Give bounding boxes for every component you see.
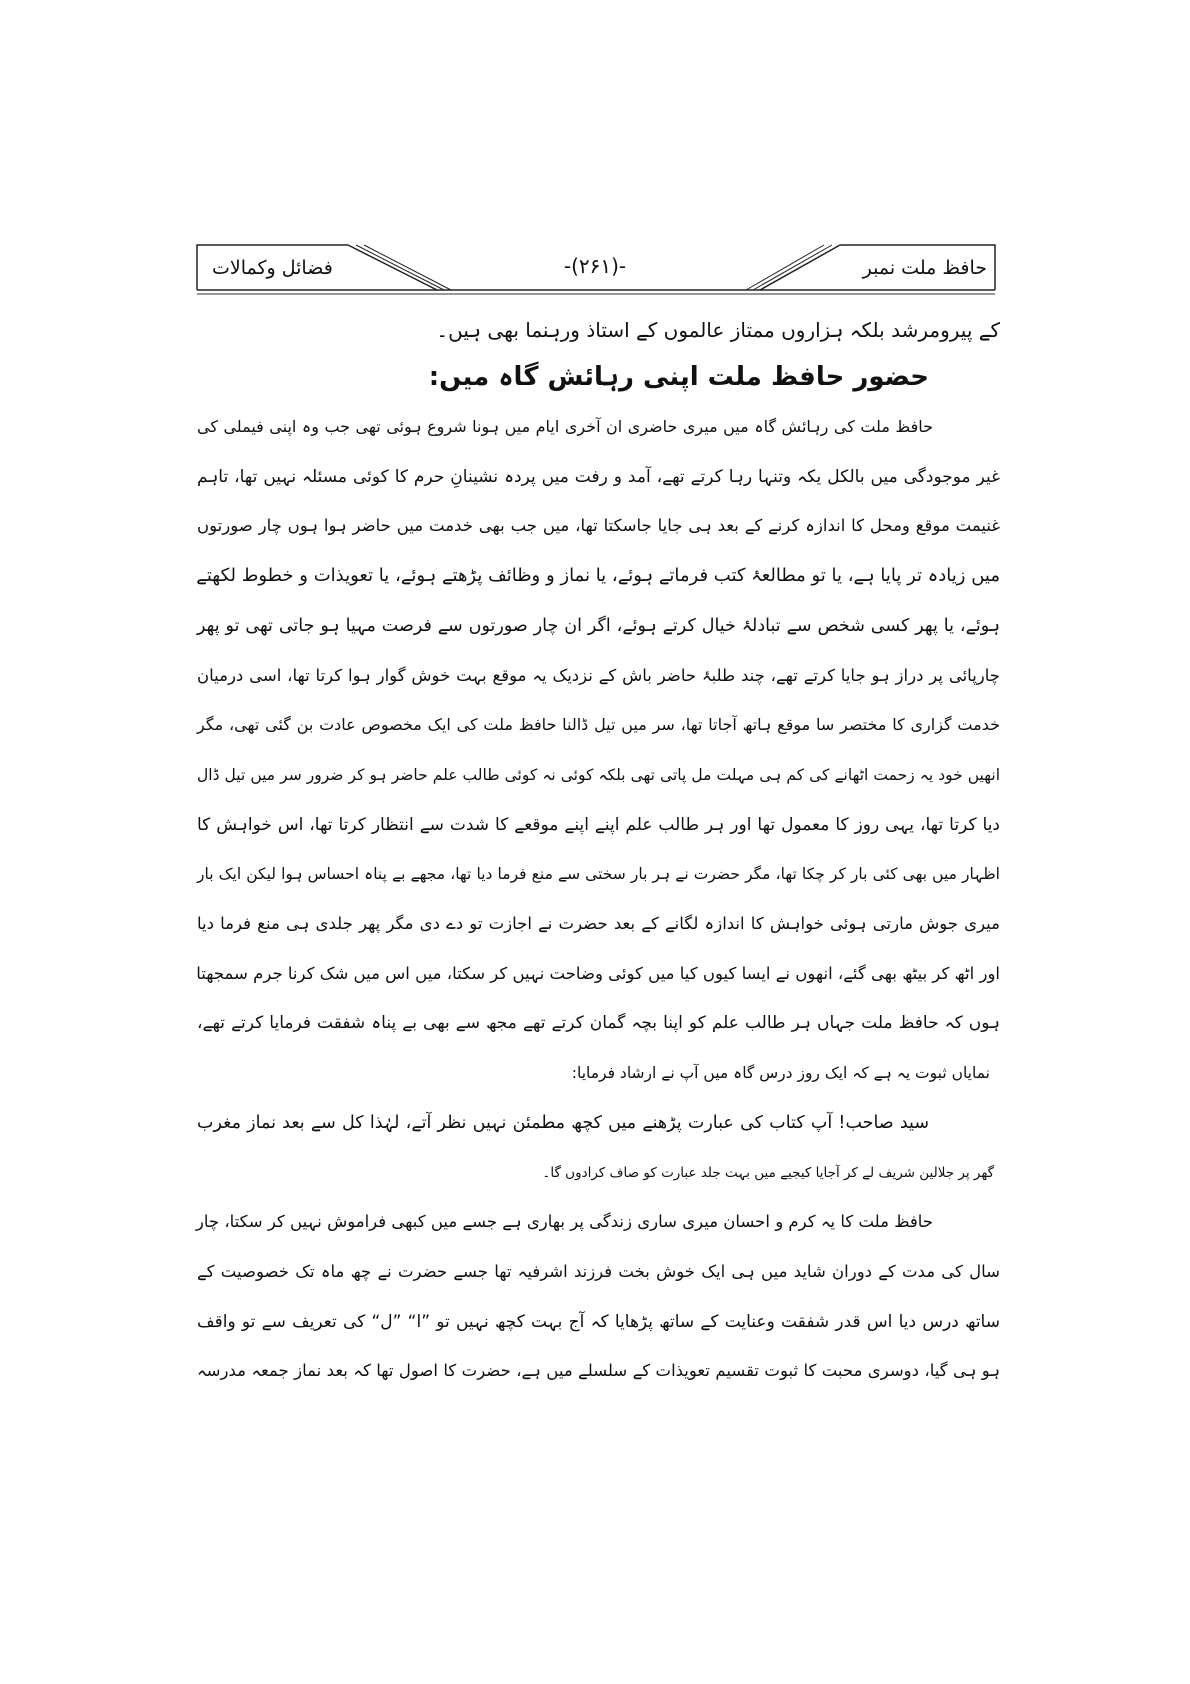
text-line: ہوئے، یا پھر کسی شخص سے تبادلۂ خیال کرتے ہوئے، اگر ان چار صورتوں سے فرصت مہیا ہو جاتی تھی تو پھر: [197, 615, 1000, 636]
text-line: چارپائی پر دراز ہو جایا کرتے تھے، چند طلبۂ حاضر باش کے نزدیک یہ موقع بہت خوش گوار ہوا کرتا تھا، اسی درمیان: [197, 665, 1000, 685]
opening-line: کے پیرومرشد بلکہ ہزاروں ممتاز عالموں کے استاذ ورہنما بھی ہیں۔: [436, 318, 1000, 342]
text-line: گھر پر جلالین شریف لے کر آجایا کیجیے میں بہت جلد عبارت کو صاف کرادوں گا۔: [542, 1164, 994, 1181]
text-line: انھیں خود یہ زحمت اٹھانے کی کم ہی مہلت مل پاتی تھی بلکہ کوئی نہ کوئی طالب علم حاضر ہو کر ضرور سر میں تیل ڈال: [197, 765, 1000, 784]
header-section-title: فضائل وکمالات: [212, 257, 333, 279]
header-book-title: حافظ ملت نمبر: [862, 257, 987, 279]
text-line: غیر موجودگی میں بالکل یکہ وتنہا رہا کرتے تھے، آمد و رفت میں پردہ نشینانِ حرم کا کوئی مسئلہ نہیں تھا، تاہم: [197, 466, 1000, 487]
text-line: ساتھ درس دیا اس قدر شفقت وعنایت کے ساتھ پڑھایا کہ آج بہت کچھ نہیں تو ”ا“ ”ل“ کی تعریف سے تو واقف: [197, 1311, 1000, 1332]
text-line: نمایاں ثبوت یہ ہے کہ ایک روز درس گاہ میں آپ نے ارشاد فرمایا:: [571, 1064, 990, 1083]
text-line: حافظ ملت کی رہائش گاہ میں میری حاضری ان آخری ایام میں ہونا شروع ہوئی تھی جب وہ اپنی فیملی کی: [197, 417, 933, 436]
text-line: میری جوش مارتی ہوئی خواہش کا اندازہ لگانے کے بعد حضرت نے اجازت تو دے دی مگر پھر جلدی ہی منع فرما دیا: [197, 914, 1000, 933]
text-line: غنیمت موقع ومحل کا اندازہ کرنے کے بعد ہی جایا جاسکتا تھا، میں جب بھی خدمت میں حاضر ہوا ہوں چار صورتوں: [197, 516, 1000, 536]
text-line: سال کی مدت کے دوران شاید میں ہی ایک خوش بخت فرزند اشرفیہ تھا جسے حضرت نے چھ ماہ تک خصوصیت کے: [197, 1261, 1000, 1281]
text-line: ہو ہی گیا، دوسری محبت کا ثبوت تقسیم تعویذات کے سلسلے میں ہے، حضرت کا اصول تھا کہ بعد نماز جمعہ مدرسہ: [197, 1361, 1000, 1381]
text-line: اور اٹھ کر بیٹھ بھی گئے، انھوں نے ایسا کیوں کیا میں کوئی وضاحت نہیں کر سکتا، میں اس میں شک کرنا جرم سمجھتا: [196, 963, 1000, 983]
text-line: خدمت گزاری کا مختصر سا موقع ہاتھ آجاتا تھا، سر میں تیل ڈالنا حافظ ملت کی ایک مخصوص عادت بن گئی تھی، مگر: [197, 715, 1000, 735]
text-line: ہوں کہ حافظ ملت جہاں ہر طالب علم کو اپنا بچہ گمان کرتے تھے مجھ سے بھی بے پناہ شفقت فرمایا کرتے تھے،: [197, 1013, 1000, 1034]
text-line: دیا کرتا تھا، یہی روز کا معمول تھا اور ہر طالب علم اپنے اپنے موقعے کا شدت سے انتظار کرتا تھا، اس خواہش کا: [197, 814, 1000, 835]
text-line: اظہار میں بھی کئی بار کر چکا تھا، مگر حضرت نے ہر بار سختی سے منع فرما دیا تھا، مجھے بے پناہ احساس ہوا لیکن ایک بار: [197, 865, 1000, 884]
text-line: سید صاحب! آپ کتاب کی عبارت پڑھنے میں کچھ مطمئن نہیں نظر آتے، لہٰذا کل سے بعد نماز مغرب: [197, 1112, 929, 1133]
page-number: -(۲۶۱)-: [563, 254, 627, 278]
section-heading: حضور حافظ ملت اپنی رہائش گاہ میں:: [428, 362, 929, 392]
text-line: حافظ ملت کا یہ کرم و احسان میری ساری زندگی پر بھاری ہے جسے میں کبھی فراموش نہیں کر سکتا، چار: [195, 1212, 933, 1232]
text-line: میں زیادہ تر پایا ہے، یا تو مطالعۂ کتب فرماتے ہوئے، یا نماز و وظائف پڑھتے ہوئے، یا تعویذات و خطوط لکھتے: [196, 565, 1000, 587]
